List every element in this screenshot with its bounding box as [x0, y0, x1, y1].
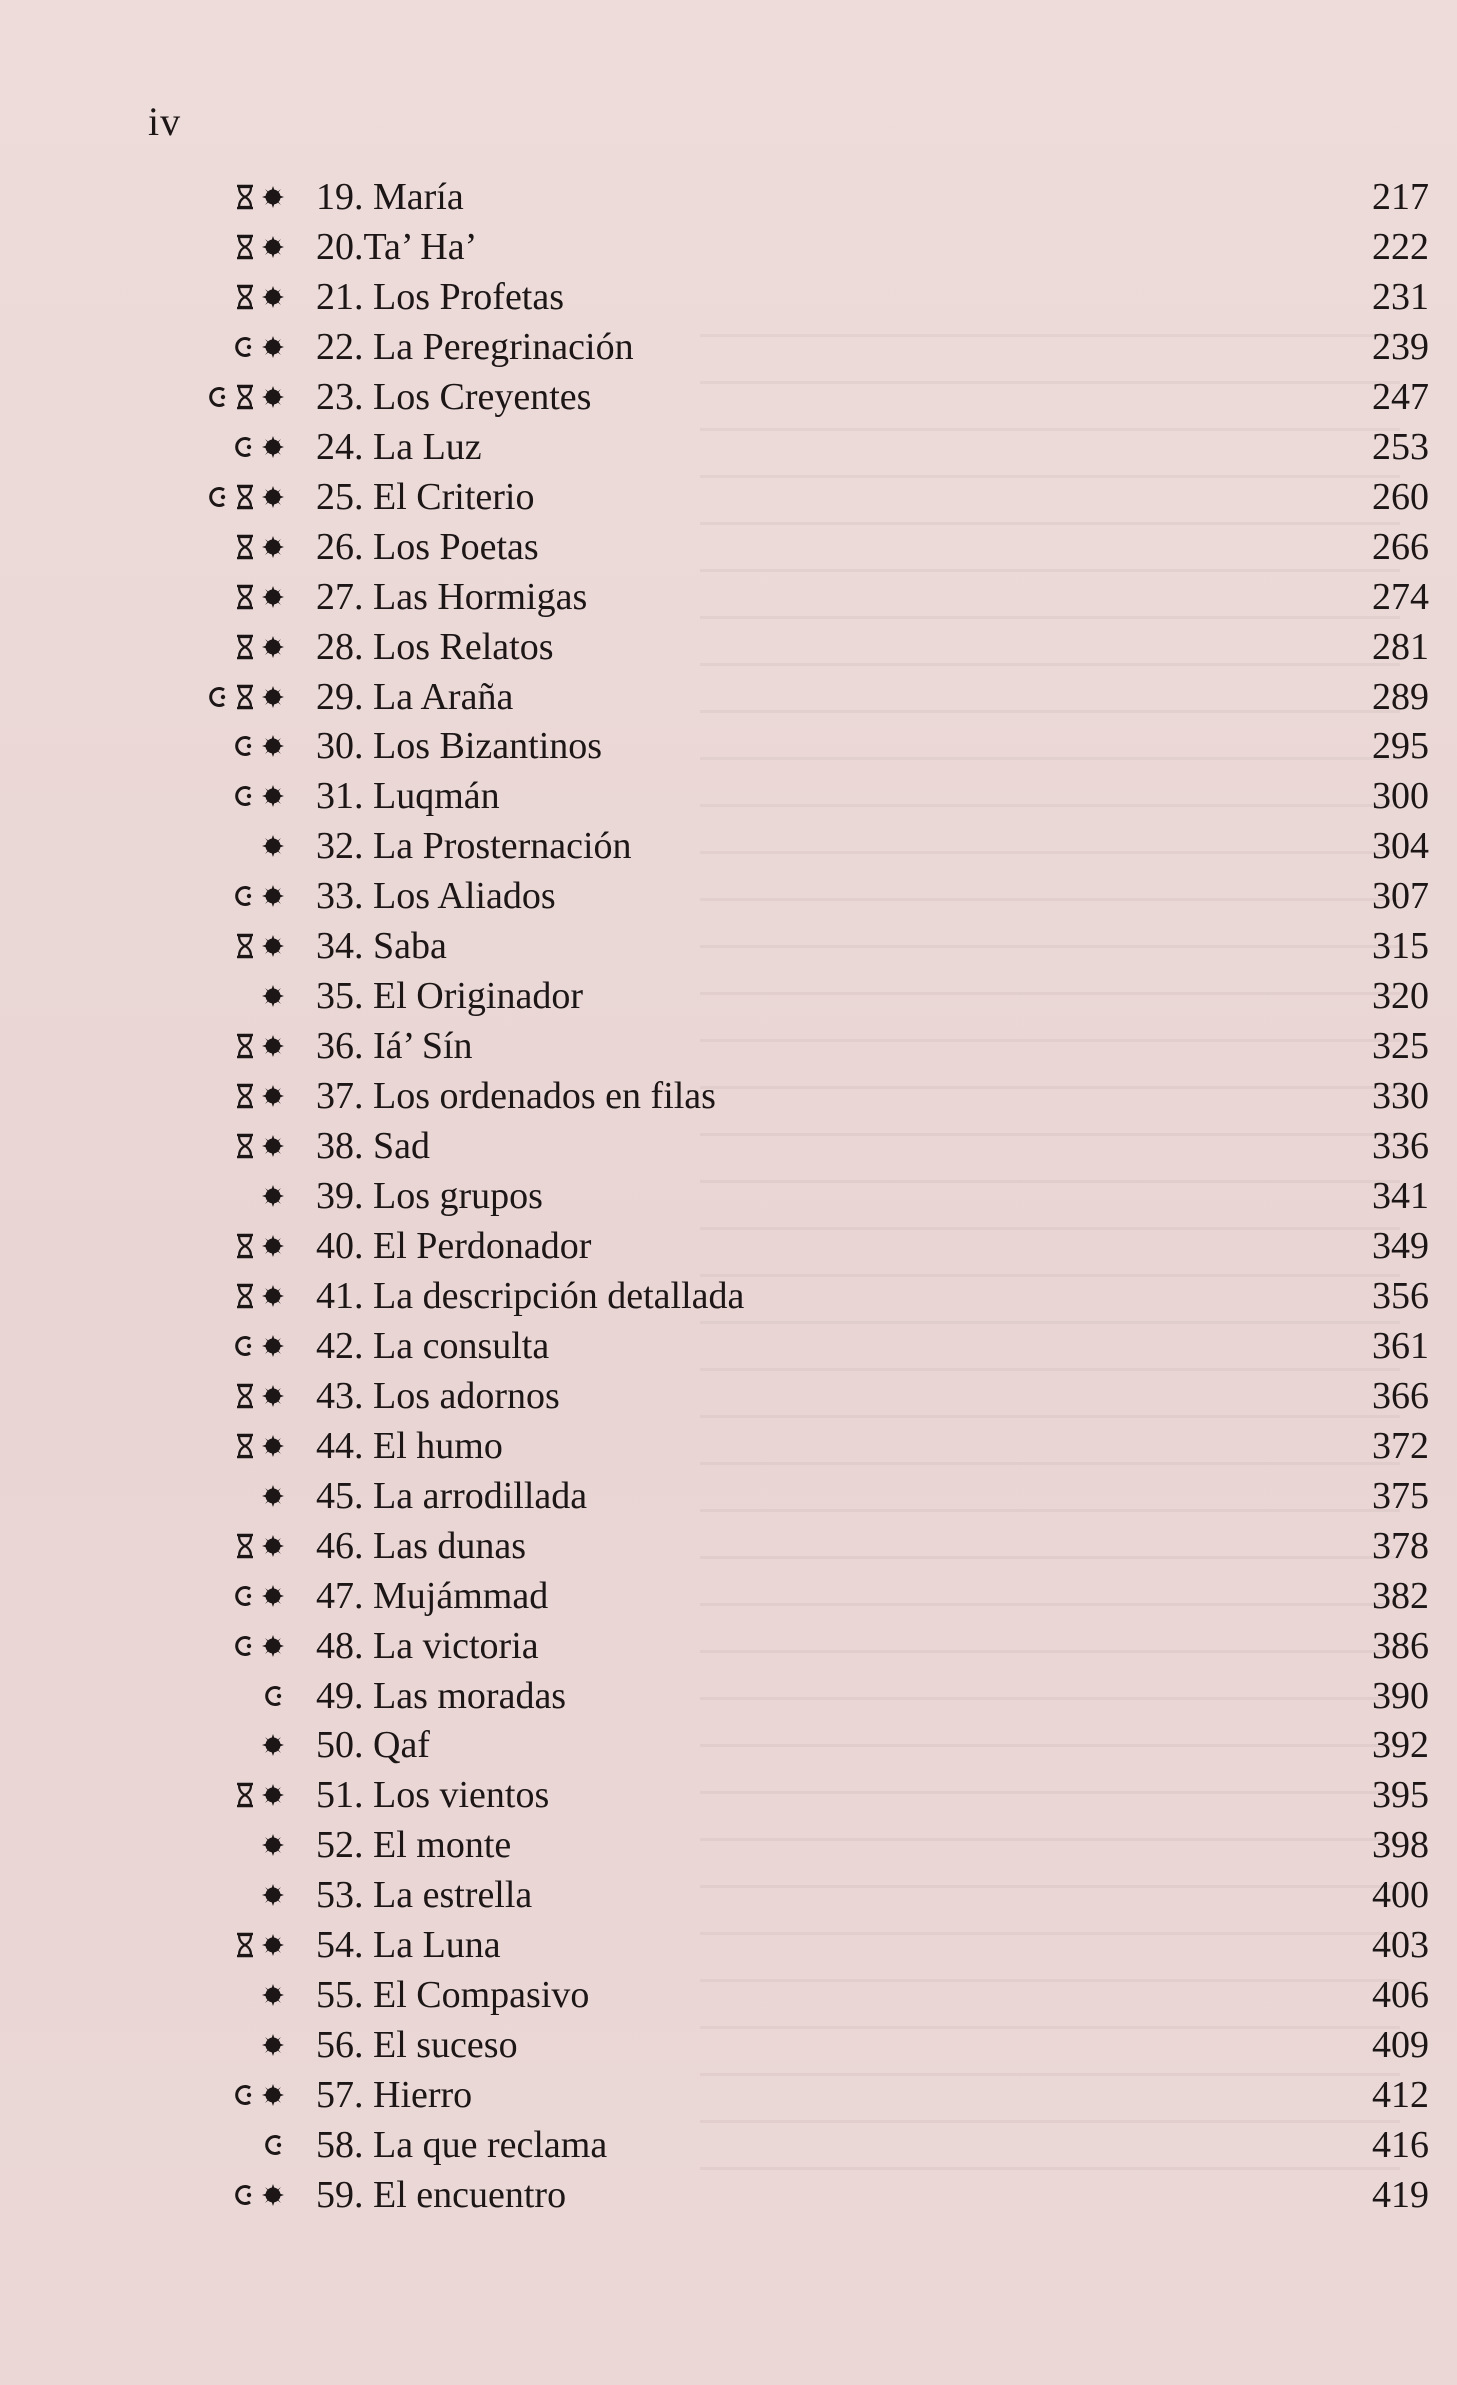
star-icon	[261, 1234, 285, 1258]
toc-entry	[0, 2070, 1457, 2120]
toc-entry	[0, 422, 1457, 472]
entry-page-number: 300	[1372, 775, 1429, 817]
entry-title: 37. Los ordenados en filas	[316, 1075, 716, 1117]
hourglass-icon	[235, 1782, 255, 1808]
entry-page-number: 247	[1372, 376, 1429, 418]
star-icon	[261, 1284, 285, 1308]
toc-entry	[0, 1271, 1457, 1321]
toc-entry	[0, 272, 1457, 322]
entry-title: 21. Los Profetas	[316, 276, 565, 318]
entry-title: 58. La que reclama	[316, 2124, 608, 2166]
crescent-icon	[207, 385, 229, 409]
entry-title: 30. Los Bizantinos	[316, 725, 603, 767]
entry-title: 27. Las Hormigas	[316, 576, 588, 618]
star-icon	[261, 235, 285, 259]
entry-page-number: 281	[1372, 626, 1429, 668]
toc-entry	[0, 172, 1457, 222]
entry-title: 41. La descripción detallada	[316, 1275, 745, 1317]
entry-page-number: 336	[1372, 1125, 1429, 1167]
entry-marks	[233, 721, 285, 771]
toc-entry	[0, 1770, 1457, 1820]
entry-marks	[261, 1720, 285, 1770]
entry-title: 36. Iá’ Sín	[316, 1025, 473, 1067]
hourglass-icon	[235, 484, 255, 510]
hourglass-icon	[235, 1033, 255, 1059]
entry-page-number: 304	[1372, 825, 1429, 867]
entry-title: 28. Los Relatos	[316, 626, 554, 668]
entry-title: 25. El Criterio	[316, 476, 535, 518]
entry-marks	[235, 1271, 285, 1321]
toc-entry	[0, 2170, 1457, 2220]
crescent-icon	[233, 734, 255, 758]
star-icon	[261, 1134, 285, 1158]
entry-marks	[235, 1071, 285, 1121]
entry-title: 56. El suceso	[316, 2024, 518, 2066]
entry-marks	[263, 1671, 285, 1721]
entry-marks	[261, 2020, 285, 2070]
entry-page-number: 315	[1372, 925, 1429, 967]
entry-marks	[261, 1171, 285, 1221]
toc-entry	[0, 2020, 1457, 2070]
entry-page-number: 307	[1372, 875, 1429, 917]
entry-page-number: 295	[1372, 725, 1429, 767]
toc-entry	[0, 1221, 1457, 1271]
entry-title: 52. El monte	[316, 1824, 512, 1866]
entry-page-number: 320	[1372, 975, 1429, 1017]
crescent-icon	[233, 2183, 255, 2207]
star-icon	[261, 784, 285, 808]
entry-marks	[233, 1571, 285, 1621]
toc-entry	[0, 2120, 1457, 2170]
hourglass-icon	[235, 1083, 255, 1109]
entry-title: 46. Las dunas	[316, 1525, 527, 1567]
toc-entry	[0, 1720, 1457, 1770]
toc-entry	[0, 1621, 1457, 1671]
star-icon	[261, 635, 285, 659]
hourglass-icon	[235, 1533, 255, 1559]
toc-entry	[0, 1571, 1457, 1621]
star-icon	[261, 335, 285, 359]
entry-marks	[233, 1321, 285, 1371]
entry-page-number: 239	[1372, 326, 1429, 368]
entry-marks	[233, 422, 285, 472]
entry-marks	[235, 1920, 285, 1970]
entry-page-number: 356	[1372, 1275, 1429, 1317]
star-icon	[261, 1384, 285, 1408]
crescent-icon	[263, 1684, 285, 1708]
star-icon	[261, 1534, 285, 1558]
entry-page-number: 409	[1372, 2024, 1429, 2066]
crescent-icon	[233, 1334, 255, 1358]
entry-marks	[233, 1621, 285, 1671]
entry-title: 55. El Compasivo	[316, 1974, 590, 2016]
entry-page-number: 412	[1372, 2074, 1429, 2116]
toc-entry	[0, 222, 1457, 272]
crescent-icon	[233, 1584, 255, 1608]
entry-title: 29. La Araña	[316, 676, 514, 718]
entry-title: 34. Saba	[316, 925, 447, 967]
star-icon	[261, 385, 285, 409]
hourglass-icon	[235, 1233, 255, 1259]
toc-entry	[0, 1471, 1457, 1521]
entry-marks	[233, 2070, 285, 2120]
entry-title: 44. El humo	[316, 1425, 503, 1467]
toc-entry	[0, 1421, 1457, 1471]
star-icon	[261, 1484, 285, 1508]
entry-title: 51. Los vientos	[316, 1774, 550, 1816]
entry-page-number: 341	[1372, 1175, 1429, 1217]
entry-page-number: 392	[1372, 1724, 1429, 1766]
star-icon	[261, 2083, 285, 2107]
star-icon	[261, 834, 285, 858]
entry-title: 39. Los grupos	[316, 1175, 543, 1217]
star-icon	[261, 1334, 285, 1358]
star-icon	[261, 1833, 285, 1857]
toc-entry	[0, 472, 1457, 522]
entry-page-number: 386	[1372, 1625, 1429, 1667]
entry-marks	[207, 372, 285, 422]
entry-marks	[235, 1221, 285, 1271]
entry-title: 50. Qaf	[316, 1724, 430, 1766]
crescent-icon	[233, 435, 255, 459]
crescent-icon	[233, 2083, 255, 2107]
star-icon	[261, 934, 285, 958]
entry-marks	[235, 172, 285, 222]
toc-entry	[0, 572, 1457, 622]
star-icon	[261, 884, 285, 908]
star-icon	[261, 1034, 285, 1058]
entry-marks	[235, 1021, 285, 1071]
entry-page-number: 361	[1372, 1325, 1429, 1367]
star-icon	[261, 485, 285, 509]
toc-entry	[0, 1021, 1457, 1071]
toc-entry	[0, 921, 1457, 971]
toc-entry	[0, 672, 1457, 722]
crescent-icon	[233, 335, 255, 359]
entry-title: 24. La Luz	[316, 426, 482, 468]
toc-entry	[0, 1521, 1457, 1571]
entry-marks	[207, 472, 285, 522]
toc-entry	[0, 1671, 1457, 1721]
entry-marks	[261, 1820, 285, 1870]
toc-entry	[0, 1820, 1457, 1870]
page-number: iv	[148, 99, 182, 144]
toc-entry	[0, 971, 1457, 1021]
star-icon	[261, 1084, 285, 1108]
toc-entry	[0, 1171, 1457, 1221]
hourglass-icon	[235, 684, 255, 710]
entry-marks	[235, 222, 285, 272]
entry-title: 22. La Peregrinación	[316, 326, 634, 368]
star-icon	[261, 1783, 285, 1807]
crescent-icon	[233, 884, 255, 908]
entry-marks	[261, 1870, 285, 1920]
toc-entry	[0, 821, 1457, 871]
entry-page-number: 330	[1372, 1075, 1429, 1117]
hourglass-icon	[235, 184, 255, 210]
star-icon	[261, 1733, 285, 1757]
entry-title: 31. Luqmán	[316, 775, 500, 817]
entry-page-number: 372	[1372, 1425, 1429, 1467]
star-icon	[261, 984, 285, 1008]
star-icon	[261, 185, 285, 209]
hourglass-icon	[235, 1133, 255, 1159]
entry-page-number: 289	[1372, 676, 1429, 718]
entry-title: 33. Los Aliados	[316, 875, 556, 917]
entry-marks	[235, 1770, 285, 1820]
toc-entry	[0, 1321, 1457, 1371]
entry-marks	[261, 971, 285, 1021]
toc-entry	[0, 1121, 1457, 1171]
star-icon	[261, 585, 285, 609]
entry-marks	[235, 1371, 285, 1421]
star-icon	[261, 2033, 285, 2057]
entry-title: 43. Los adornos	[316, 1375, 560, 1417]
entry-marks	[235, 1121, 285, 1171]
toc-entry	[0, 871, 1457, 921]
entry-title: 40. El Perdonador	[316, 1225, 592, 1267]
entry-marks	[235, 522, 285, 572]
entry-title: 23. Los Creyentes	[316, 376, 592, 418]
entry-marks	[235, 622, 285, 672]
star-icon	[261, 435, 285, 459]
star-icon	[261, 685, 285, 709]
toc-entry	[0, 622, 1457, 672]
toc-entry	[0, 1920, 1457, 1970]
entry-title: 48. La victoria	[316, 1625, 539, 1667]
entry-marks	[233, 322, 285, 372]
hourglass-icon	[235, 1383, 255, 1409]
entry-page-number: 419	[1372, 2174, 1429, 2216]
entry-page-number: 378	[1372, 1525, 1429, 1567]
entry-marks	[261, 1471, 285, 1521]
entry-page-number: 406	[1372, 1974, 1429, 2016]
hourglass-icon	[235, 1283, 255, 1309]
star-icon	[261, 1434, 285, 1458]
entry-title: 19. María	[316, 176, 464, 218]
entry-marks	[233, 2170, 285, 2220]
entry-page-number: 395	[1372, 1774, 1429, 1816]
entry-title: 59. El encuentro	[316, 2174, 567, 2216]
entry-page-number: 375	[1372, 1475, 1429, 1517]
entry-title: 45. La arrodillada	[316, 1475, 588, 1517]
entry-title: 20.Ta’ Ha’	[316, 226, 478, 268]
entry-page-number: 398	[1372, 1824, 1429, 1866]
toc-entry	[0, 771, 1457, 821]
hourglass-icon	[235, 584, 255, 610]
entry-page-number: 260	[1372, 476, 1429, 518]
hourglass-icon	[235, 933, 255, 959]
entry-marks	[235, 1421, 285, 1471]
crescent-icon	[207, 685, 229, 709]
entry-page-number: 253	[1372, 426, 1429, 468]
entry-title: 54. La Luna	[316, 1924, 501, 1966]
entry-marks	[235, 272, 285, 322]
entry-title: 35. El Originador	[316, 975, 584, 1017]
entry-marks	[235, 572, 285, 622]
entry-title: 26. Los Poetas	[316, 526, 539, 568]
star-icon	[261, 1933, 285, 1957]
entry-marks	[261, 821, 285, 871]
toc-entry	[0, 1371, 1457, 1421]
entry-page-number: 266	[1372, 526, 1429, 568]
entry-title: 49. Las moradas	[316, 1675, 567, 1717]
entry-marks	[261, 1970, 285, 2020]
entry-marks	[233, 871, 285, 921]
entry-title: 57. Hierro	[316, 2074, 473, 2116]
star-icon	[261, 1584, 285, 1608]
star-icon	[261, 285, 285, 309]
entry-page-number: 390	[1372, 1675, 1429, 1717]
entry-page-number: 222	[1372, 226, 1429, 268]
entry-page-number: 325	[1372, 1025, 1429, 1067]
entry-title: 38. Sad	[316, 1125, 430, 1167]
star-icon	[261, 1983, 285, 2007]
entry-marks	[263, 2120, 285, 2170]
entry-page-number: 400	[1372, 1874, 1429, 1916]
star-icon	[261, 1634, 285, 1658]
toc-entry	[0, 1071, 1457, 1121]
entry-marks	[235, 921, 285, 971]
entry-page-number: 403	[1372, 1924, 1429, 1966]
star-icon	[261, 1883, 285, 1907]
star-icon	[261, 734, 285, 758]
toc-entry	[0, 1970, 1457, 2020]
crescent-icon	[263, 2133, 285, 2157]
entry-page-number: 416	[1372, 2124, 1429, 2166]
toc-entry	[0, 322, 1457, 372]
hourglass-icon	[235, 1433, 255, 1459]
crescent-icon	[207, 485, 229, 509]
hourglass-icon	[235, 234, 255, 260]
entry-title: 32. La Prosternación	[316, 825, 632, 867]
star-icon	[261, 2183, 285, 2207]
entry-page-number: 274	[1372, 576, 1429, 618]
hourglass-icon	[235, 534, 255, 560]
toc-entry	[0, 1870, 1457, 1920]
entry-page-number: 217	[1372, 176, 1429, 218]
toc-entry	[0, 372, 1457, 422]
entry-marks	[207, 672, 285, 722]
star-icon	[261, 535, 285, 559]
entry-page-number: 382	[1372, 1575, 1429, 1617]
entry-title: 42. La consulta	[316, 1325, 550, 1367]
toc-entry	[0, 522, 1457, 572]
entry-marks	[233, 771, 285, 821]
entry-page-number: 231	[1372, 276, 1429, 318]
entry-page-number: 366	[1372, 1375, 1429, 1417]
hourglass-icon	[235, 1932, 255, 1958]
toc-entry	[0, 721, 1457, 771]
entry-title: 53. La estrella	[316, 1874, 533, 1916]
hourglass-icon	[235, 284, 255, 310]
hourglass-icon	[235, 384, 255, 410]
hourglass-icon	[235, 634, 255, 660]
entry-title: 47. Mujámmad	[316, 1575, 549, 1617]
entry-marks	[235, 1521, 285, 1571]
crescent-icon	[233, 784, 255, 808]
entry-page-number: 349	[1372, 1225, 1429, 1267]
star-icon	[261, 1184, 285, 1208]
crescent-icon	[233, 1634, 255, 1658]
